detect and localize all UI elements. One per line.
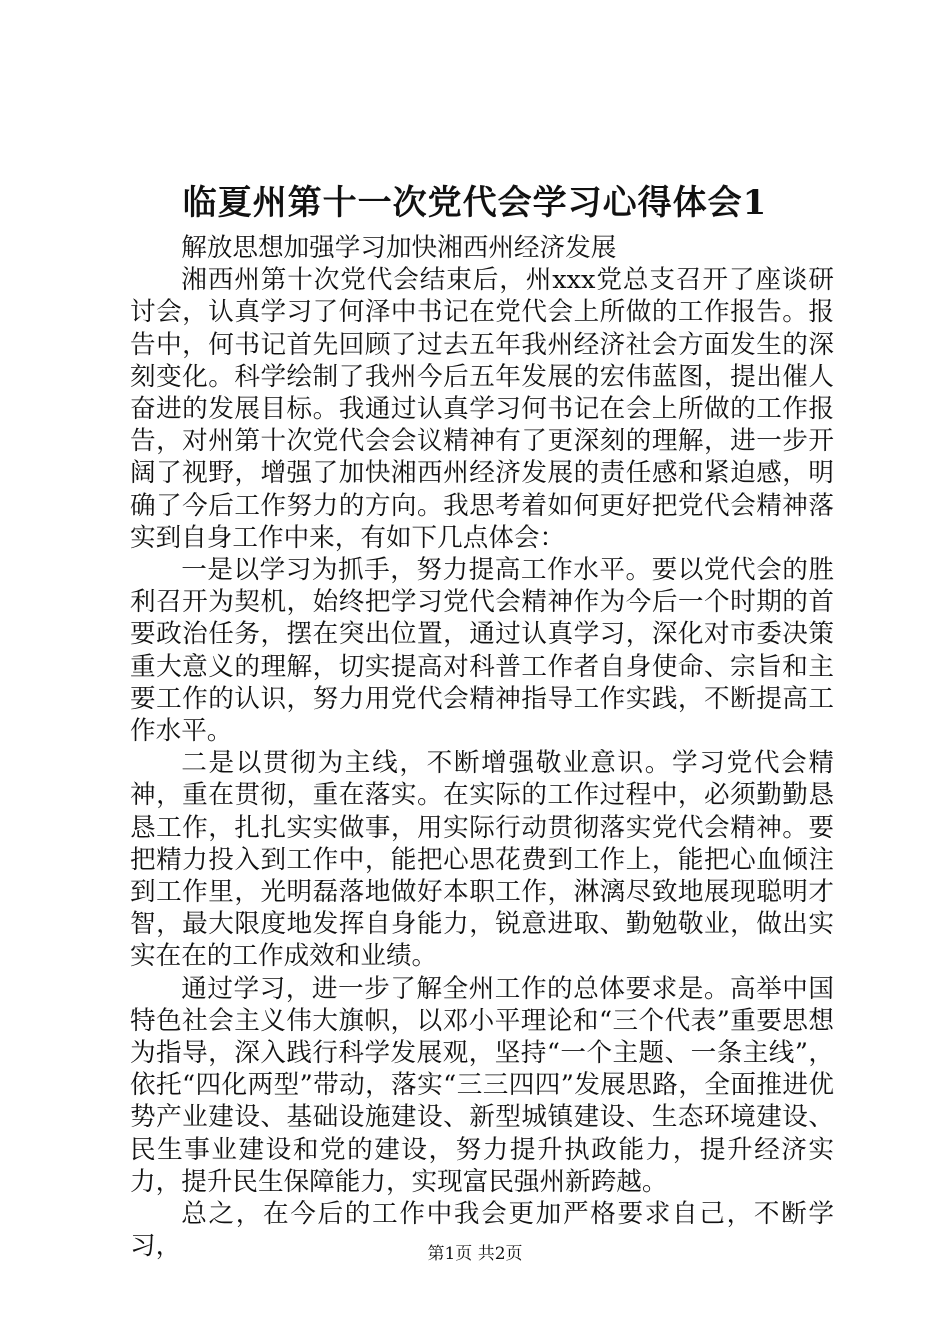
document-body — [130, 232, 834, 1263]
body-paragraph: 二是以贯彻为主线，不断增强敬业意识。学习党代会精神，重在贯彻，重在落实。在实际的工作过程中，必须勤勤恳恳工作，扎扎实实做事，用实际行动贯彻落实党代会精神。要把精力投入到工作中，能把心思花费到工作上，能把心血倾注到工作里，光明磊落地做好本职工作，淋漓尽致地展现聪明才智，最大限度地发挥自身能力，锐意进取、勤勉敬业，做出实实在在的工作成效和业绩。 — [130, 748, 834, 972]
subtitle-paragraph: 解放思想加强学习加快湘西州经济发展 — [181, 233, 617, 263]
document-title: 临夏州第十一次党代会学习心得体会1 — [182, 183, 768, 223]
body-paragraph: 一是以学习为抓手，努力提高工作水平。要以党代会的胜利召开为契机，始终把学习党代会精神作为今后一个时期的首要政治任务，摆在突出位置，通过认真学习，深化对市委决策重大意义的理解，切实提高对科普工作者自身使命、宗旨和主要工作的认识，努力用党代会精神指导工作实践，不断提高工作水平。 — [130, 555, 834, 747]
page-number-footer: 第1页 共2页 — [427, 1244, 523, 1264]
body-paragraph: 湘西州第十次党代会结束后，州xxx党总支召开了座谈研讨会，认真学习了何泽中书记在党代会上所做的工作报告。报告中，何书记首先回顾了过去五年我州经济社会方面发生的深刻变化。科学绘制了我州今后五年发展的宏伟蓝图，提出催人奋进的发展目标。我通过认真学习何书记在会上所做的工作报告，对州第十次党代会会议精神有了更深刻的理解，进一步开阔了视野，增强了加快湘西州经济发展的责任感和紧迫感，明确了今后工作努力的方向。我思考着如何更好把党代会精神落实到自身工作中来，有如下几点体会： — [130, 265, 834, 553]
body-paragraph: 总之，在今后的工作中我会更加严格要求自己，不断学习， — [130, 1199, 834, 1262]
body-paragraph: 通过学习，进一步了解全州工作的总体要求是。高举中国特色社会主义伟大旗帜，以邓小平理论和“三个代表”重要思想为指导，深入践行科学发展观，坚持“一个主题、一条主线”，依托“四化两型”带动，落实“三三四四”发展思路，全面推进优势产业建设、基础设施建设、新型城镇建设、生态环境建设、民生事业建设和党的建设，努力提升执政能力，提升经济实力，提升民生保障能力，实现富民强州新跨越。 — [130, 973, 834, 1197]
